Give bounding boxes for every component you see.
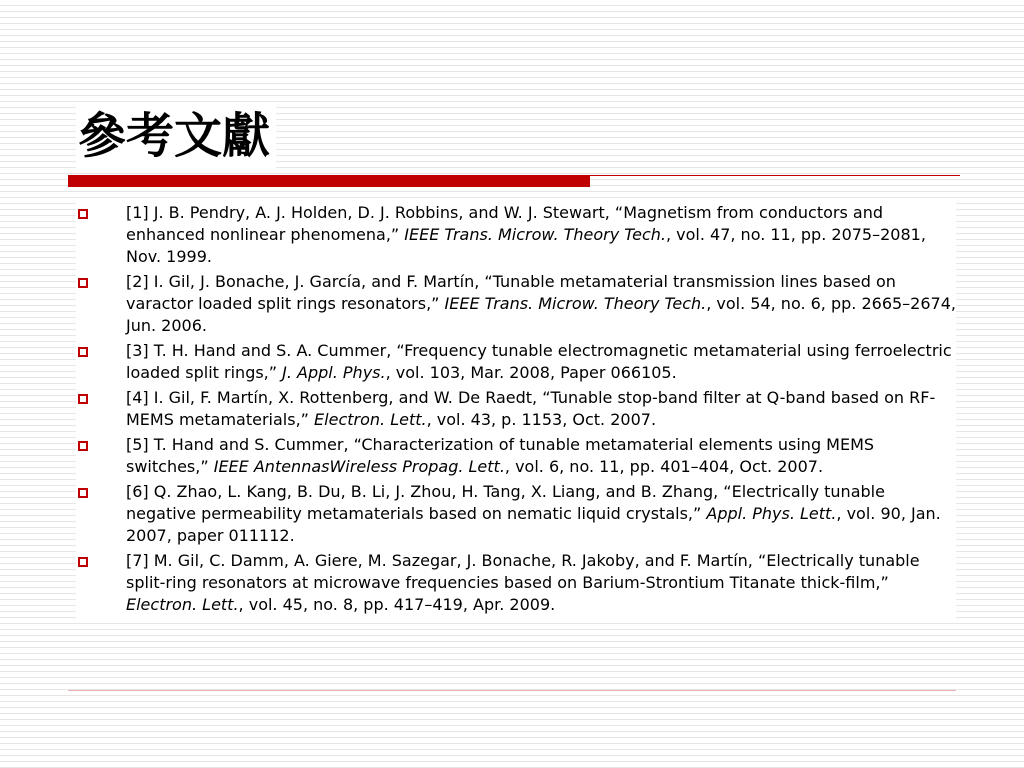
title-underline	[68, 174, 960, 188]
reference-text: [2] I. Gil, J. Bonache, J. García, and F. Martín, “Tunable metamaterial transmission lines based on varactor loaded split rings resonators,”	[126, 272, 896, 313]
reference-details: , vol. 103, Mar. 2008, Paper 066105.	[385, 363, 677, 382]
reference-item	[76, 481, 956, 547]
reference-details: , vol. 43, p. 1153, Oct. 2007.	[426, 410, 657, 429]
reference-details: , vol. 45, no. 8, pp. 417–419, Apr. 2009.	[238, 595, 556, 614]
reference-item	[76, 340, 956, 384]
reference-details: , vol. 54, no. 6, pp. 2665–2674, Jun. 2006.	[126, 294, 956, 335]
reference-details: , vol. 6, no. 11, pp. 401–404, Oct. 2007.	[504, 457, 824, 476]
title-underline-thick	[68, 176, 590, 187]
reference-item	[76, 434, 956, 478]
hollow-square-bullet-icon	[78, 441, 88, 451]
reference-item	[76, 550, 956, 616]
reference-item	[76, 202, 956, 268]
footer-divider	[68, 690, 956, 691]
hollow-square-bullet-icon	[78, 394, 88, 404]
hollow-square-bullet-icon	[78, 278, 88, 288]
reference-item	[76, 271, 956, 337]
reference-text: [1] J. B. Pendry, A. J. Holden, D. J. Robbins, and W. J. Stewart, “Magnetism from conductors and enhanced nonlinear phenomena,”	[126, 203, 883, 244]
reference-journal: IEEE AntennasWireless Propag. Lett.	[213, 457, 505, 476]
reference-journal: J. Appl. Phys.	[282, 363, 386, 382]
slide-title: 參考文獻	[76, 104, 276, 168]
reference-item	[76, 387, 956, 431]
reference-journal: Electron. Lett.	[314, 410, 427, 429]
reference-text: [7] M. Gil, C. Damm, A. Giere, M. Sazegar, J. Bonache, R. Jakoby, and F. Martín, “Electrically tunable split-ring resonators at microwave frequencies based on Barium-Strontium Titanate thick-film,”	[126, 551, 920, 592]
reference-journal: Appl. Phys. Lett.	[706, 504, 837, 523]
reference-list	[76, 202, 956, 619]
reference-journal: IEEE Trans. Microw. Theory Tech.	[444, 294, 707, 313]
reference-text: [4] I. Gil, F. Martín, X. Rottenberg, and W. De Raedt, “Tunable stop-band filter at Q-band based on RF-MEMS metamaterials,”	[126, 388, 936, 429]
hollow-square-bullet-icon	[78, 347, 88, 357]
hollow-square-bullet-icon	[78, 209, 88, 219]
reference-journal: IEEE Trans. Microw. Theory Tech.	[404, 225, 666, 244]
hollow-square-bullet-icon	[78, 557, 88, 567]
reference-text: [5] T. Hand and S. Cummer, “Characterization of tunable metamaterial elements using MEMS switches,”	[126, 435, 875, 476]
reference-details: , vol. 90, Jan. 2007, paper 011112.	[126, 504, 941, 545]
reference-journal: Electron. Lett.	[126, 595, 239, 614]
hollow-square-bullet-icon	[78, 488, 88, 498]
reference-details: , vol. 47, no. 11, pp. 2075–2081, Nov. 1999.	[126, 225, 926, 266]
reference-text: [6] Q. Zhao, L. Kang, B. Du, B. Li, J. Zhou, H. Tang, X. Liang, and B. Zhang, “Electrically tunable negative permeability metamaterials based on nematic liquid crystals,”	[126, 482, 885, 523]
reference-text: [3] T. H. Hand and S. A. Cummer, “Frequency tunable electromagnetic metamaterial using ferroelectric loaded split rings,”	[126, 341, 952, 382]
